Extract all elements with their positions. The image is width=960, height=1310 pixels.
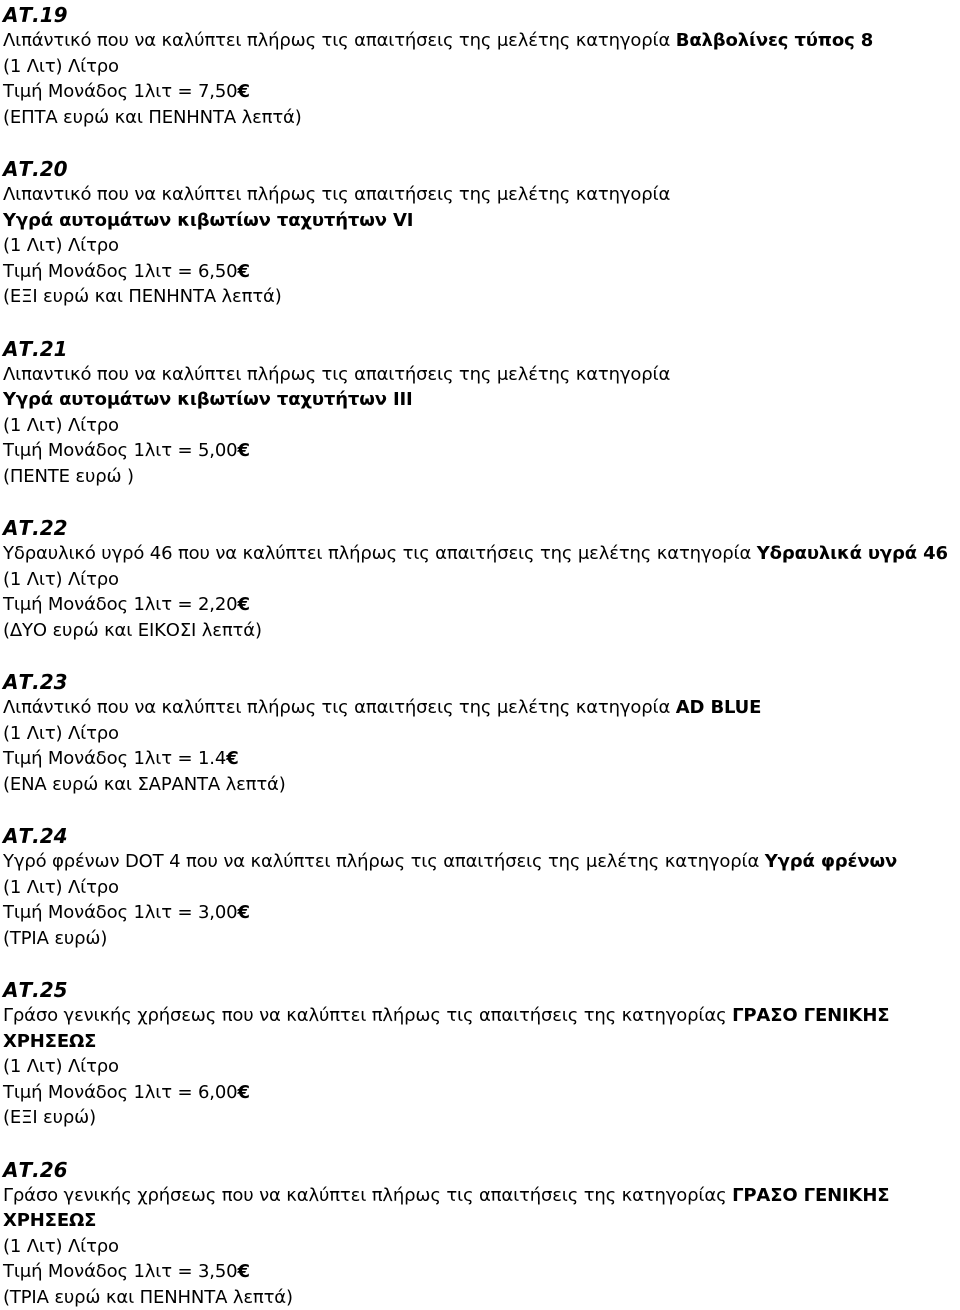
item-description [3,28,958,54]
item-unit: (1 Λιτ) Λίτρο [3,875,958,901]
item-unit-price [3,746,958,772]
euro-symbol: € [237,81,249,102]
euro-symbol: € [237,261,249,282]
item-unit: (1 Λιτ) Λίτρο [3,1054,958,1080]
item-unit: (1 Λιτ) Λίτρο [3,54,958,80]
item-spacer [3,489,958,515]
unit-price-label: Τιμή Μονάδος 1λιτ = 7,50 [3,81,237,102]
item-unit: (1 Λιτ) Λίτρο [3,413,958,439]
item-unit-price [3,438,958,464]
item-description [3,1183,958,1234]
euro-symbol: € [237,594,249,615]
item-description: Λιπαντικό που να καλύπτει πλήρως τις απαιτήσεις της μελέτης κατηγορία [3,362,958,388]
item-description [3,541,958,567]
euro-symbol: € [237,902,249,923]
unit-price-label: Τιμή Μονάδος 1λιτ = 6,00 [3,1082,237,1103]
description-text: Υδραυλικό υγρό 46 που να καλύπτει πλήρως τις απαιτήσεις της μελέτης κατηγορία [3,543,757,564]
price-item-at25 [3,977,958,1157]
item-spacer [3,951,958,977]
price-item-at19 [3,2,958,156]
item-spacer [3,1131,958,1157]
description-text: Λιπάντικό που να καλύπτει πλήρως τις απαιτήσεις της μελέτης κατηγορία [3,30,676,51]
item-unit: (1 Λιτ) Λίτρο [3,1234,958,1260]
euro-symbol: € [237,440,249,461]
item-price-in-words: (ΕΝΑ ευρώ και ΣΑΡΑΝΤΑ λεπτά) [3,772,958,798]
item-spacer [3,130,958,156]
item-unit-price [3,1080,958,1106]
item-unit-price [3,259,958,285]
item-unit-price [3,592,958,618]
item-spacer [3,310,958,336]
item-unit: (1 Λιτ) Λίτρο [3,233,958,259]
item-heading: ΑΤ.21 [3,336,958,362]
description-text: Λιπάντικό που να καλύπτει πλήρως τις απαιτήσεις της μελέτης κατηγορία [3,697,676,718]
unit-price-label: Τιμή Μονάδος 1λιτ = 3,50 [3,1261,237,1282]
item-unit-price [3,1259,958,1285]
item-description: Λιπαντικό που να καλύπτει πλήρως τις απαιτήσεις της μελέτης κατηγορία [3,182,958,208]
unit-price-label: Τιμή Μονάδος 1λιτ = 3,00 [3,902,237,923]
item-heading: ΑΤ.24 [3,823,958,849]
category-name: Υγρά αυτομάτων κιβωτίων ταχυτήτων VI [3,208,958,234]
item-price-in-words: (ΔΥΟ ευρώ και ΕΙΚΟΣΙ λεπτά) [3,618,958,644]
item-description [3,695,958,721]
item-heading: ΑΤ.25 [3,977,958,1003]
price-item-at20 [3,156,958,336]
description-text: Γράσο γενικής χρήσεως που να καλύπτει πλήρως τις απαιτήσεις της κατηγορίας [3,1185,732,1206]
item-unit-price [3,900,958,926]
category-name: Υδραυλικά υγρά 46 [757,543,948,564]
item-unit: (1 Λιτ) Λίτρο [3,721,958,747]
category-name: Υγρά αυτομάτων κιβωτίων ταχυτήτων ΙΙΙ [3,387,958,413]
description-text: Υγρό φρένων DOT 4 που να καλύπτει πλήρως τις απαιτήσεις της μελέτης κατηγορία [3,851,765,872]
euro-symbol: € [226,748,238,769]
category-name: ΓΡΑΣΟ ΓΕΝΙΚΗΣ ΧΡΗΣΕΩΣ [3,1185,889,1232]
category-name: ΓΡΑΣΟ ΓΕΝΙΚΗΣ ΧΡΗΣΕΩΣ [3,1005,889,1052]
price-item-at24 [3,823,958,977]
item-heading: ΑΤ.19 [3,2,958,28]
item-price-in-words: (ΕΠΤΑ ευρώ και ΠΕΝΗΝΤΑ λεπτά) [3,105,958,131]
item-price-in-words: (ΤΡΙΑ ευρώ και ΠΕΝΗΝΤΑ λεπτά) [3,1285,958,1310]
price-item-at23 [3,669,958,823]
item-price-in-words: (ΠΕΝΤΕ ευρώ ) [3,464,958,490]
category-name: Βαλβολίνες τύπος 8 [676,30,873,51]
unit-price-label: Τιμή Μονάδος 1λιτ = 2,20 [3,594,237,615]
item-unit: (1 Λιτ) Λίτρο [3,567,958,593]
unit-price-label: Τιμή Μονάδος 1λιτ = 5,00 [3,440,237,461]
unit-price-label: Τιμή Μονάδος 1λιτ = 1.4 [3,748,226,769]
price-item-at22 [3,515,958,669]
euro-symbol: € [237,1082,249,1103]
item-price-in-words: (ΕΞΙ ευρώ) [3,1105,958,1131]
item-spacer [3,643,958,669]
description-text: Γράσο γενικής χρήσεως που να καλύπτει πλήρως τις απαιτήσεις της κατηγορίας [3,1005,732,1026]
item-heading: ΑΤ.23 [3,669,958,695]
item-heading: ΑΤ.26 [3,1157,958,1183]
item-price-in-words: (ΕΞΙ ευρώ και ΠΕΝΗΝΤΑ λεπτά) [3,284,958,310]
document-body [3,2,958,1310]
euro-symbol: € [237,1261,249,1282]
price-item-at21 [3,336,958,516]
category-name: AD BLUE [676,697,762,718]
unit-price-label: Τιμή Μονάδος 1λιτ = 6,50 [3,261,237,282]
item-spacer [3,797,958,823]
category-name: Υγρά φρένων [765,851,897,872]
item-unit-price [3,79,958,105]
item-heading: ΑΤ.20 [3,156,958,182]
price-item-at26 [3,1157,958,1310]
item-description [3,1003,958,1054]
item-heading: ΑΤ.22 [3,515,958,541]
item-price-in-words: (ΤΡΙΑ ευρώ) [3,926,958,952]
item-description [3,849,958,875]
